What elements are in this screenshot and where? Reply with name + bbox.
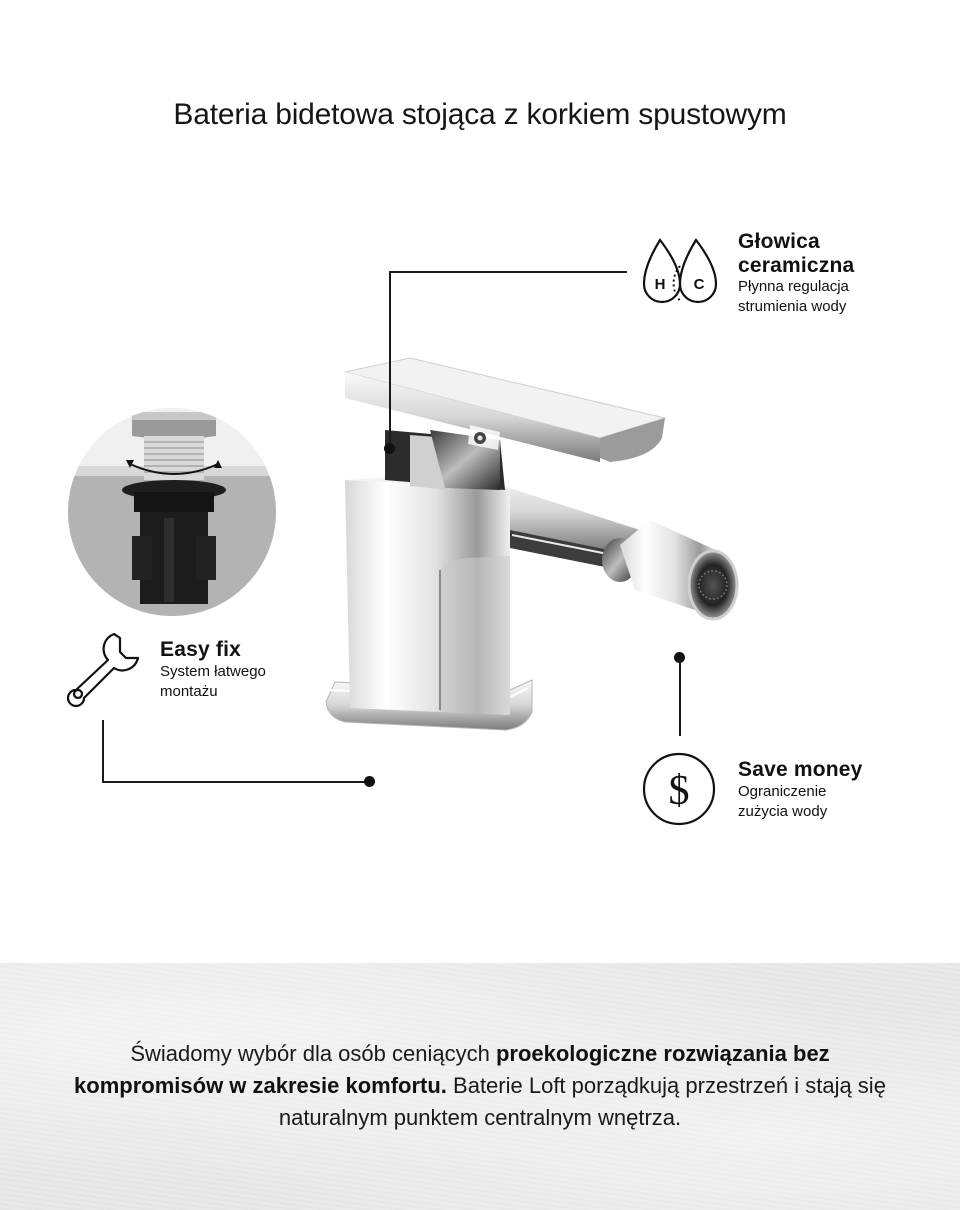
easyfix-desc [160, 662, 266, 702]
easyfix-desc-line1: System łatwego [160, 663, 266, 680]
ceramic-desc-line2: strumienia wody [738, 298, 847, 315]
hot-cold-drops-icon [640, 236, 720, 312]
easyfix-callout-line-v [102, 720, 104, 782]
savemoney-title: Save money [738, 758, 863, 781]
easyfix-callout-dot [364, 776, 375, 787]
ceramic-desc-line1: Płynna regulacja [738, 278, 849, 295]
savemoney-desc-line2: zużycia wody [738, 803, 828, 820]
page-title: Bateria bidetowa stojąca z korkiem spustowym [173, 98, 787, 131]
footer-text [60, 1038, 900, 1134]
ceramic-callout-line-h [389, 271, 627, 273]
footer-text-bold: proekologiczne rozwiązania bez kompromisów w zakresie komfortu. [74, 1041, 830, 1098]
ceramic-callout-dot [384, 443, 395, 454]
easyfix-desc-line2: montażu [160, 683, 218, 700]
ceramic-title [738, 230, 854, 278]
wrench-icon [62, 628, 142, 708]
ceramic-desc [738, 277, 849, 317]
dollar-circle-icon [641, 751, 717, 827]
faucet-image [300, 330, 760, 770]
cold-label: C [693, 276, 705, 293]
footer-text-part1: Świadomy wybór dla osób ceniących [130, 1041, 496, 1066]
drain-plug-inset [68, 408, 276, 616]
footer-text-part2: Baterie Loft porządkują przestrzeń i stają się naturalnym punktem centralnym wnętrza. [278, 1073, 886, 1130]
easyfix-callout-line-h [102, 781, 370, 783]
ceramic-title-line2: ceramiczna [738, 254, 855, 277]
drain-plug-image [68, 408, 276, 616]
easyfix-title: Easy fix [160, 638, 241, 661]
savemoney-callout-line-v [679, 658, 681, 736]
savemoney-desc-line1: Ograniczenie [738, 783, 827, 800]
savemoney-desc [738, 782, 827, 822]
dollar-symbol: $ [668, 768, 690, 814]
hot-label: H [654, 276, 666, 293]
ceramic-title-line1: Głowica [738, 230, 820, 253]
ceramic-callout-line-v [389, 271, 391, 447]
